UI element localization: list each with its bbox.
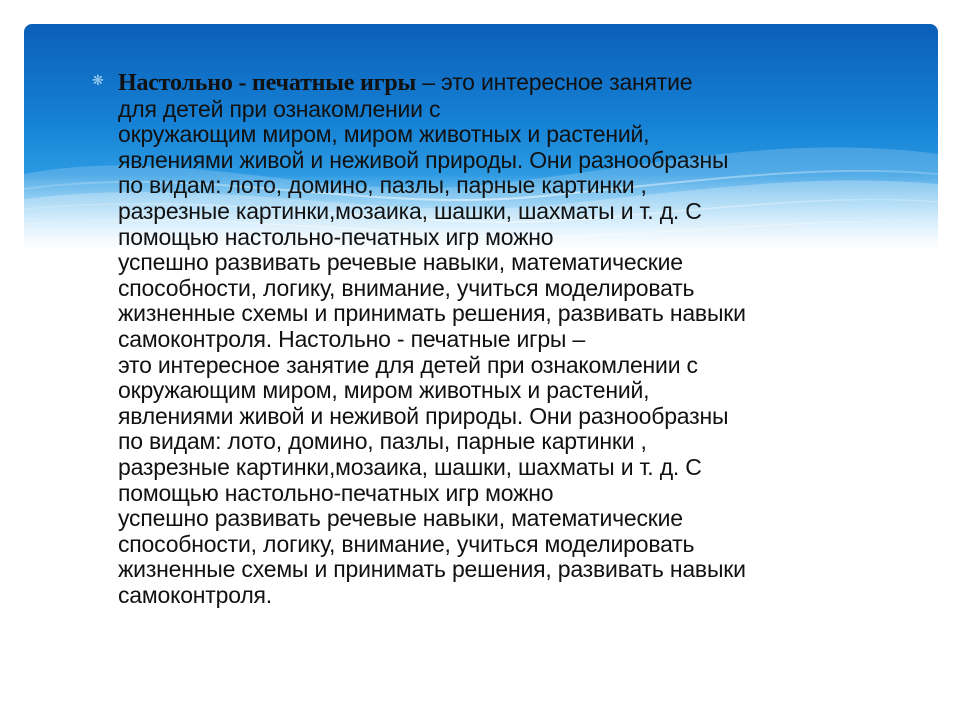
bullet-line: Настольно - печатные игры – это интересное занятие: [118, 69, 693, 96]
bullet-line: жизненные схемы и принимать решения, развивать навыки: [118, 556, 746, 583]
bullet-line: самоконтроля. Настольно - печатные игры –: [118, 325, 586, 352]
bullet-line: способности, логику, внимание, учиться моделировать: [118, 274, 695, 301]
bullet-line: самоконтроля.: [118, 581, 272, 608]
bullet-line: помощью настольно-печатных игр можно: [118, 223, 554, 250]
bullet-line: окружающим миром, миром животных и растений,: [118, 377, 650, 404]
bullet-line: помощью настольно-печатных игр можно: [118, 479, 554, 506]
bullet-lead-title: Настольно - печатные игры: [118, 70, 417, 96]
bullet-line: явлениями живой и неживой природы. Они разнообразны: [118, 402, 729, 429]
bullet-line: успешно развивать речевые навыки, математические: [118, 505, 683, 532]
bullet-line: способности, логику, внимание, учиться моделировать: [118, 530, 695, 557]
bullet-line: по видам: лото, домино, пазлы, парные картинки ,: [118, 172, 647, 199]
bullet-paragraph: [118, 70, 878, 608]
bullet-line: успешно развивать речевые навыки, математические: [118, 249, 683, 276]
bullet-line: по видам: лото, домино, пазлы, парные картинки ,: [118, 428, 647, 455]
bullet-line: это интересное занятие для детей при ознакомлении с: [118, 351, 698, 378]
bullet-line: разрезные картинки,мозаика, шашки, шахматы и т. д. С: [118, 197, 702, 224]
bullet-line: для детей при ознакомлении с: [118, 95, 441, 122]
bullet-line: явлениями живой и неживой природы. Они разнообразны: [118, 146, 729, 173]
bullet-line: разрезные картинки,мозаика, шашки, шахматы и т. д. С: [118, 453, 702, 480]
snowflake-bullet-icon: ❋: [92, 73, 104, 89]
bullet-line: жизненные схемы и принимать решения, развивать навыки: [118, 300, 746, 327]
bullet-line: окружающим миром, миром животных и растений,: [118, 121, 650, 148]
